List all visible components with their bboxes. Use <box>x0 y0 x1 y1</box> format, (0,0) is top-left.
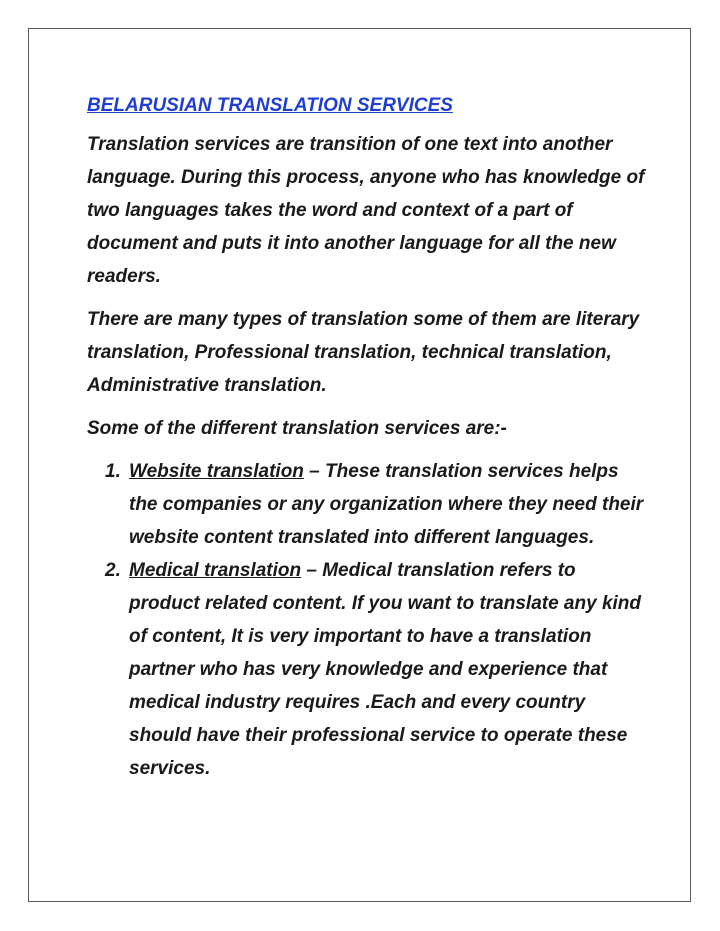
list-item-term: Website translation <box>129 461 304 482</box>
services-list <box>87 455 647 785</box>
document-page <box>28 28 691 902</box>
list-item-term: Medical translation <box>129 560 302 581</box>
paragraph-definition: Translation services are transition of one text into another language. During this process, anyone who has knowledge of two languages takes the word and context of a part of document and puts it into another language for all the new readers. <box>87 134 645 287</box>
list-item-text: – These translation services helps the companies or any organization where they need their website content translated into different languages. <box>129 461 644 548</box>
paragraph-list-intro: Some of the different translation services are:- <box>87 418 507 439</box>
list-item-website-translation <box>87 455 647 554</box>
document-title: BELARUSIAN TRANSLATION SERVICES <box>87 95 453 116</box>
paragraph-types: There are many types of translation some of them are literary translation, Professional translation, technical translation, Administrative translation. <box>87 309 640 396</box>
list-item-number: 2. <box>105 560 121 581</box>
list-item-medical-translation <box>87 554 647 785</box>
document-content <box>87 89 647 785</box>
list-item-text: – Medical translation refers to product related content. If you want to translate any kind of content, It is very important to have a translation partner who has very knowledge and experience that medical industry requires .Each and every country should have their professional service to operate these services. <box>129 560 642 779</box>
list-item-number: 1. <box>105 461 121 482</box>
